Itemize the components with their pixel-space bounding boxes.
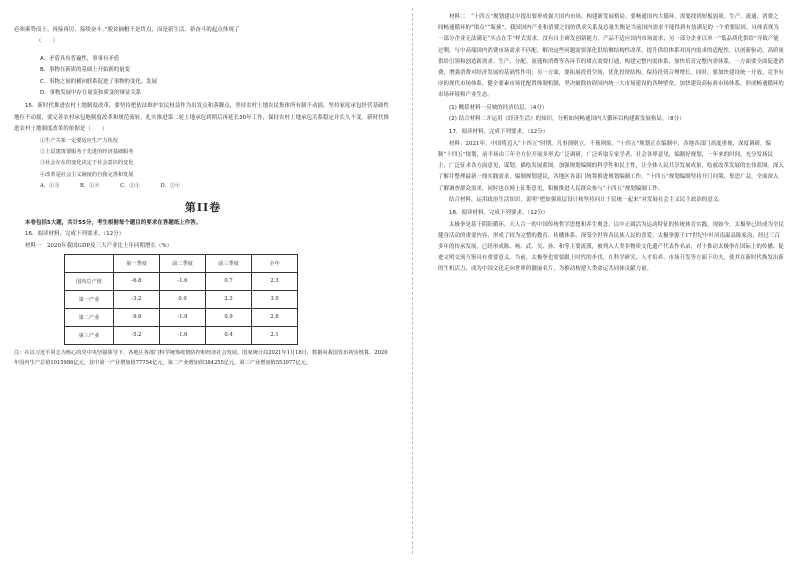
table-cell: -1.6: [160, 326, 206, 344]
table-header-cell: 前二季度: [160, 254, 206, 272]
table-cell: 2.1: [252, 326, 298, 344]
table-header-cell: 前三季度: [206, 254, 252, 272]
gdp-table: [64, 254, 298, 345]
table-cell: 0.7: [206, 272, 252, 290]
table-cell: -9.6: [114, 308, 160, 326]
table-header-row: [65, 254, 298, 272]
table-header-cell: 全年: [252, 254, 298, 272]
table-cell: 0.9: [206, 308, 252, 326]
table-cell: -3.2: [114, 290, 160, 308]
section-note: 本卷包括5大题，共计55分，考生根据每个题目的要求在答题纸上作答。: [25, 219, 202, 226]
q14-continuation: 必须乘势而上、再接再厉、接续奋斗。”脱贫摘帽不是终点，而是新生活、新奋斗的起点体现了: [14, 27, 240, 33]
table-note: 注：在以习近平同志为核心的党中央坚强领导下，各地区各部门科学统筹疫情防控和经济社会发展。国家统计局2021年1月18日，数据向我国发布初步核算，2020年国内生产总值1015986亿元，其中第一产业增加值77754亿元，第二产业增加值384255亿元，第三产业增加值553977亿元。: [14, 349, 388, 366]
q18-head: 18．阅读材料，完成下列要求。（12分）: [449, 210, 549, 217]
table-cell: 第三产业: [65, 326, 114, 344]
table-cell: 2.6: [252, 308, 298, 326]
left-column: [14, 0, 392, 562]
table-cell: 2.3: [252, 272, 298, 290]
q16-item-1: (1) 概括材料一反映的经济信息。（4分）: [449, 104, 548, 111]
q15-item-2: ②上层建筑要服务于先进的经济基础服务: [40, 149, 134, 156]
q17-text: 材料：2021年，中国将迈入“十四五”时期。凡事预则立，不预则废。“十四五”规划正在编制中，各地各部门高度重视，深度调研。编制“十四五”规划，前半场由三年全方位开展多形式广泛调研，广泛听取专家学者、社会各界意见，编制好规划，一年来的时间，充分发扬民主，广泛征求各方面意见，谋划、描绘发展蓝图，加强规划编制的科学性和民主性，让全体人民共享发展成果，绘就改革发展的宏伟蓝图。深入了解并整理最新一线实践需求，编制规划建议，各地区各部门统筹推进规划编制工作。“十四五”规划编制坚持开门问策、集思广益，全面深入了解调查群众需求，同时也在网上征集意见，积极推进人民群众参与“十四五”规划编制工作。: [438, 140, 784, 192]
q16-item-2: (2) 结合材料二并运用《经济生活》的知识，分析如何畅通国内大循环以构建新发展格局。（8分）: [449, 116, 685, 123]
q14-option-d: D．事物发展中存在量变和质变的辩证关系: [40, 90, 142, 97]
table-cell: 0.4: [206, 326, 252, 344]
q15-item-4: ④改革是社会主义制度的自我完善和发展: [40, 171, 134, 178]
q18-text: 太极拳是基于阴阳循环、天人合一的中国传统哲学思想和养生观念，以中正圆活为运动特征的传统体育实践。现如今，太极拳已经成为全民健身活动的重要内容，形成了较为完整的教育、传播体系，深受全世界各民族人民的喜爱。太极拳源于17世纪中叶河南温县陈家沟，经过三百多年的传承发展，已经形成陈、杨、武、吴、孙、和等主要流派，被列入人类非物质文化遗产代表作名录，对于推动太极拳在国际上的传播、促进文明交流互鉴具有重要意义。当前，太极拳也需要跟上时代的步伐，在科学研究、人才培养、市场开发等方面下功夫，使其在新时代焕发出新的生机活力，成为中国文化走向世界的靓丽名片，为推动构建人类命运共同体贡献力量。: [438, 221, 784, 273]
q14-option-a: A．矛盾具有普遍性，事事有矛盾: [40, 55, 120, 62]
table-row: [65, 272, 298, 290]
table-cell: 0.9: [160, 290, 206, 308]
column-divider: [412, 8, 414, 554]
table-cell: -1.9: [160, 308, 206, 326]
q16-head: 16．阅读材料，完成下列要求。（12分）: [25, 231, 125, 238]
q17-head: 17．阅读材料，完成下列要求。（12分）: [449, 129, 549, 136]
q15-answers: A．①③ B．①④ C．②③ D．②④: [40, 183, 181, 190]
q14-option-b: B．事物在新质的基础上开始新的量变: [40, 67, 130, 74]
material-two: 材料二 “十四五”规划建议中提出要形成强大国内市场，构建新发展格局。要畅通国内大循环，需要找到短板弱项。生产、流通、消费之间畅通循环的“堵点”“瓶颈”，我国国内产业和消费之间的供求关系及总量失衡是当前国内需求不能得到有效满足的一个重要原因。具体表现为一部分企业无法满足“买点在手”样式需求，没有自主研发创新能力，产品不适应国内市场需求；另一部分企业以单一“低品质化供给”导致产能过剩，与中高端国内消费市场需求不匹配。解决这些问题需要深化供给侧结构性改革，提升供给体系对国内需求的适配性，以创新驱动、高质量供给引领和创造新需求。生产、分配、流通和消费等各环节的堵点需要打通，构建完整内需体系，加快培育完整内需体系，一方面要全面促进消费，增强消费对经济发展的基础性作用；另一方面，要拓展投资空间，优化投资结构，保持投资合理增长。同时，要加快建设统一开放、竞争有序的现代市场体系，健全要素市场化配置体制机制，坚决破除妨碍国内统一大市场建设的各种壁垒，加快建设高标准市场体系，形成畅通循环的市场环境和产业生态。: [438, 14, 784, 99]
q14-option-c: C．事物之间的横向联系促进了事物的变化、发展: [40, 78, 157, 85]
table-cell: 第一产业: [65, 290, 114, 308]
table-caption: 材料一 2020年我国GDP及三大产业比上年同期增长（%）: [25, 242, 173, 249]
table-cell: -6.8: [114, 272, 160, 290]
table-header-cell: 第一季度: [114, 254, 160, 272]
table-cell: 3.0: [252, 290, 298, 308]
table-row: [65, 326, 298, 344]
table-cell: 2.3: [206, 290, 252, 308]
table-cell: 第二产业: [65, 308, 114, 326]
q15-item-3: ③社会存在的变化决定于社会意识的变化: [40, 160, 134, 167]
q15-text: 15．新时代推进农村土地制度改革，要坚持把依法维护农民权益作为出发点和落脚点，坚持农村土地农民集体所有制不动摇，坚持家庭承包经营基础性地位不动摇，要完善农村承包地制度改革和规范流转，扎实推进第二轮土地承包到期后再延长30年工作，保持农村土地承包关系稳定并长久不变。新时代推进农村土地制度改革的依据是（ ）: [14, 103, 389, 133]
table-cell: 国内总产值: [65, 272, 114, 290]
q15-item-1: ①生产关系一定要适应生产力状况: [40, 137, 118, 144]
table-row: [65, 308, 298, 326]
q17-question: 结合材料，运用政治生活知识，说明“把加强顶层设计和坚持问计于民统一起来”对发展社会主义民主政治的意义。: [449, 196, 724, 203]
q14-answer-paren: （ ）: [36, 38, 58, 45]
table-header-cell: [65, 254, 114, 272]
table-row: [65, 290, 298, 308]
section-title: 第II卷: [184, 200, 222, 214]
right-column: [438, 0, 784, 562]
table-cell: -5.2: [114, 326, 160, 344]
table-cell: -1.6: [160, 272, 206, 290]
